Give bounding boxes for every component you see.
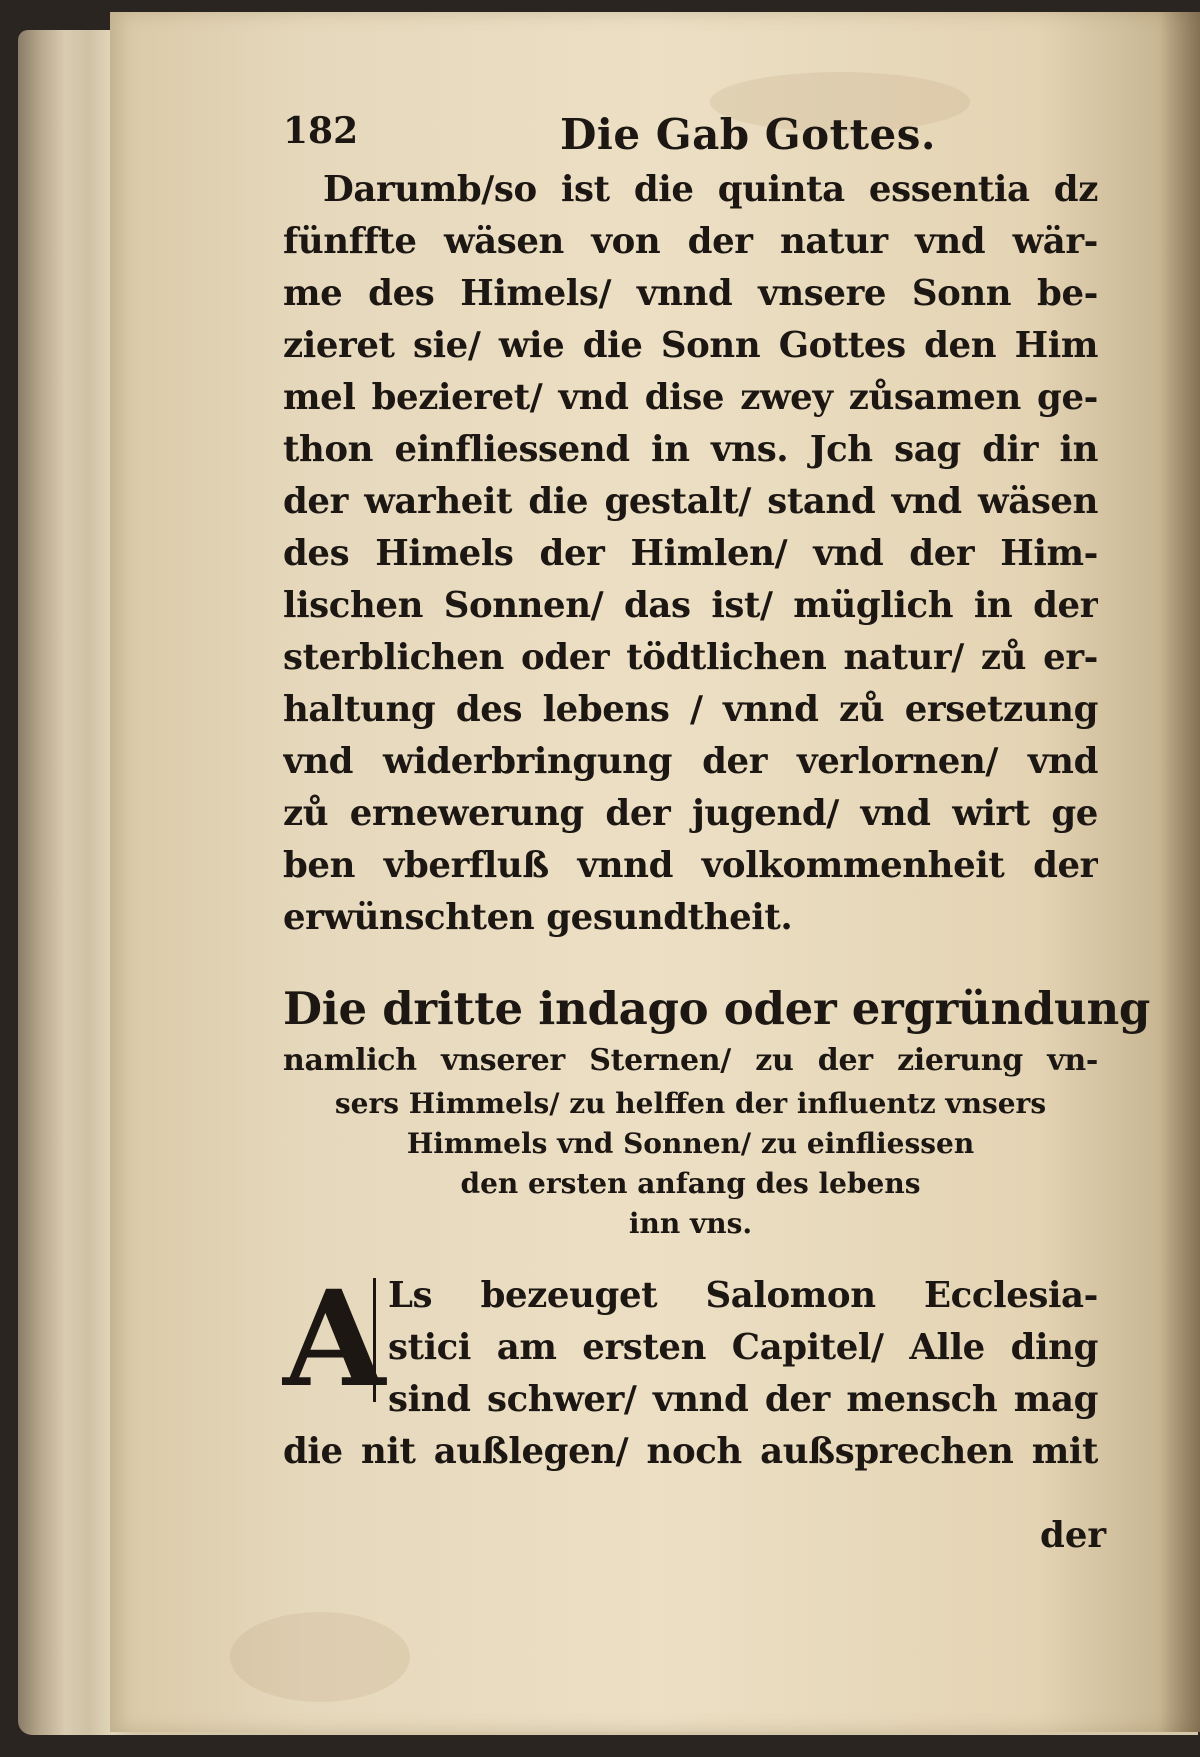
text-line: stici am ersten Capitel/ Alle ding bbox=[388, 1327, 1098, 1368]
paper-stain bbox=[230, 1612, 410, 1702]
heading-line: Himmels vnd Sonnen/ zu einfliessen bbox=[406, 1127, 975, 1160]
text-line: lischen Sonnen/ das ist/ müglich in der bbox=[283, 585, 1098, 626]
heading-line: den ersten anfang des lebens bbox=[460, 1167, 921, 1200]
text-line: thon einfliessend in vns. Jch sag dir in bbox=[283, 429, 1098, 470]
text-line: zů ernewerung der jugend/ vnd wirt ge bbox=[283, 793, 1098, 834]
text-line: sterblichen oder tödtlichen natur/ zů er- bbox=[283, 637, 1098, 678]
text-line: vnd widerbringung der verlornen/ vnd bbox=[283, 741, 1098, 782]
catchword: der bbox=[1040, 1515, 1107, 1556]
text-line: mel bezieret/ vnd dise zwey zůsamen ge- bbox=[283, 377, 1098, 418]
section-heading bbox=[283, 980, 1151, 1244]
heading-line: sers Himmels/ zu helffen der influentz vnsers bbox=[334, 1087, 1047, 1120]
running-head bbox=[0, 110, 1200, 170]
text-line: Ls bezeuget Salomon Ecclesia- bbox=[388, 1275, 1098, 1316]
text-line: der warheit die gestalt/ stand vnd wäsen bbox=[283, 481, 1098, 522]
paragraph-1 bbox=[283, 164, 1098, 944]
text-line: Darumb/so ist die quinta essentia dz bbox=[323, 169, 1098, 210]
text-line: haltung des lebens / vnnd zů ersetzung bbox=[283, 689, 1098, 730]
paragraph-2 bbox=[283, 1262, 1098, 1478]
heading-line: Die dritte indago oder ergründung bbox=[283, 982, 1151, 1035]
decorated-initial: A bbox=[283, 1262, 386, 1417]
page-number: 182 bbox=[283, 110, 359, 152]
gutter-shadow bbox=[1160, 12, 1200, 1732]
text-line: fünffte wäsen von der natur vnd wär- bbox=[283, 221, 1098, 262]
text-line: des Himels der Himlen/ vnd der Him- bbox=[283, 533, 1098, 574]
text-line: ben vberfluß vnnd volkommenheit der bbox=[283, 845, 1098, 886]
text-line: zieret sie/ wie die Sonn Gottes den Him bbox=[283, 325, 1098, 366]
text-line: me des Himels/ vnnd vnsere Sonn be- bbox=[283, 273, 1098, 314]
text-line: sind schwer/ vnnd der mensch mag bbox=[388, 1379, 1098, 1420]
heading-line: namlich vnserer Sternen/ zu der zierung vn- bbox=[283, 1043, 1098, 1078]
text-line: die nit außlegen/ noch außsprechen mit bbox=[283, 1431, 1098, 1472]
running-title: Die Gab Gottes. bbox=[560, 110, 936, 159]
text-line: erwünschten gesundtheit. bbox=[283, 897, 793, 938]
heading-line: inn vns. bbox=[628, 1207, 753, 1240]
